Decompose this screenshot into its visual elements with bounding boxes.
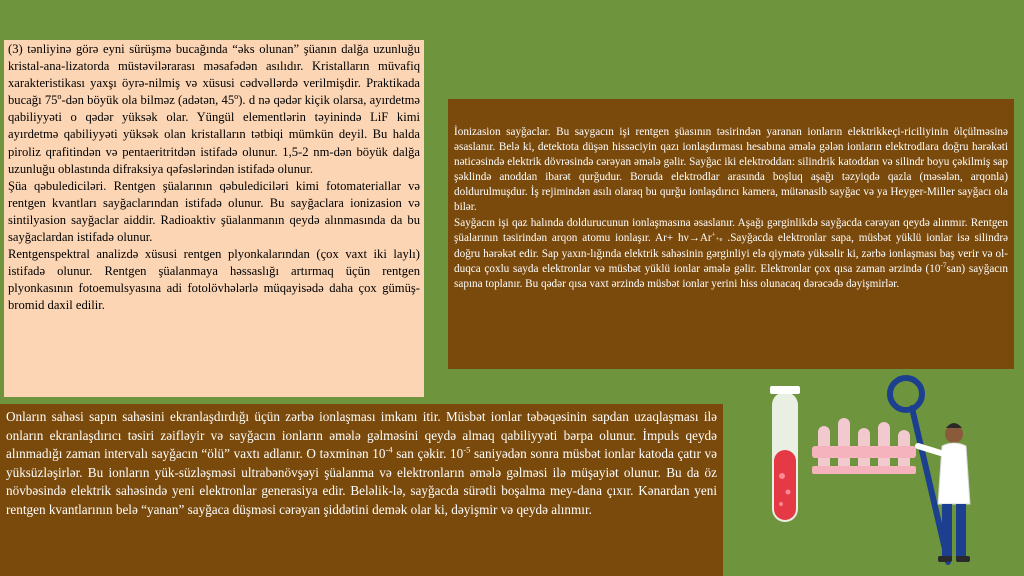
right-paragraph-2: Sayğacın işi qaz halında doldurucunun ionlaşmasına əsaslanır. Aşağı gərginlikdə sayğacda cərəyan qeydə alınmır. Rentgen şüalarının təsirindən arqon atomu ionlaşır. Ar+ hν→Ar++e .Sayğacda elektronlar sapa, müsbət yüklü ionlar isə silindrə doğru hərəkət edir. Sap yaxın-lığında elektrik sahəsinin gərginliyi elə qiymətə yüksəlir ki, zərbə ionlaşması baş verir və ol-duqca çoxlu sayda elektronlar və müsbət yüklü ionlar əmələ gəlir. Elektronlar çox qısa zaman ərzində $(10^{-7}san)$ sayğacın sapına toplanır. Bu qədər qısa vaxt ərzində müsbət ionlar yerini hiss olunacaq dərəcədə dəyişmirlər. <box>454 216 1009 290</box>
left-paragraph-3: Rentgenspektral analizdə xüsusi rentgen plyonkalarından (çox vaxt iki laylı) istifadə olunur. Rentgen şüalanmaya həssaslığı artırmaq üçün rentgen plyonkasının fotoemulsyasına adi fotolövhələrlə müqayisədə daha çox gümüş-bromid daxil edilir. <box>8 247 420 313</box>
right-text-box <box>448 99 1014 369</box>
scientist-with-test-tubes-illustration <box>752 372 974 574</box>
left-paragraph-2: Şüa qəbulediciləri. Rentgen şüalarının qəbulediciləri kimi fotomateriallar və rentgen kvantları sayğaclarından istifadə olunur. Bu sayğaclara ionizasion və sintilyasion sayğaclar aiddir. Radioaktiv şüalanmanın qeydə alınmasında da bu sayğaclardan istifadə olunur. <box>8 178 420 245</box>
bottom-text-box <box>0 404 723 576</box>
left-paragraph-1: (3) tənliyinə görə eyni sürüşmə bucağında “əks olunan” şüanın dalğa uzunluğu kristal-ana-lizatorda müstəvilərarası məsafədən asılıdır. Kristalların müvafiq xarakteristikası yaxşı öyrə-nilmiş və xüsusi cədvəllərdə verilmişdir. Praktikada bucağı 75$^o$-dən böyük ola bilməz (adətən, 45$^o$). d nə qədər kiçik olarsa, ayırdetmə qabiliyyəti o qədər yüksək olar. Yüngül elementlərin təyinində LiF kimi ayırdetmə qabiliyyəti yüksək olan kristalların tətbiqi mümkün deyil. Bu halda piroliz qrafitindən və pentaeritritdən istifadə olunur. 1,5-2 nm-dən böyük dalğa uzunluğu oblastında difraksiya qəfəslərindən istifadə olunur. <box>8 42 421 176</box>
test-tube-icon <box>770 386 800 522</box>
scientist-icon <box>918 423 970 562</box>
bottom-paragraph-1: Onların sahəsi sapın sahəsini ekranlaşdırdığı üçün zərbə ionlaşması imkanı itir. Müsbət ionlar təbəqəsinin sapdan uzaqlaşması ilə onların ekranlaşdırıcı təsiri zəifləyir və sayğacın ionların əmələ gəlməsini qeydə almaq qabiliyyəti bərpa olunur. İmpuls qeydə alınmadığı zaman intervalı sayğacın “ölü” vaxtı adlanır. O təxminən $10^{-4}$ san çəkir. $10^{-5}$ saniyədən sonra müsbət ionlar katoda çatır və yüksüzləşirlər. Bu ionların yük-süzləşməsi ultrabənövşəyi şüalanma və elektronların əmələ gəlməsi ilə müşayiət olunur. Bu da öz növbəsində elektrik sahəsində yeni elektronlar generasiya edir. Beləlik-lə, sayğacda sürətli boşalma mey-dana çıxır. Kənardan yeni rentgen kvantlarının belə “yanan” sayğaca düşməsi cərəyan şiddətini demək olar ki, dəyişmir və qeydə alınmır. <box>6 409 717 517</box>
right-paragraph-1: İonizasion sayğaclar. Bu saygacın işi rentgen şüasının təsirindən yaranan ionların elektrikkeçi-riciliyinin ölçülməsinə əsaslanır. Belə ki, detektota düşən hissəciyin qazı ionlaşdırması hesabına əmələ gələn ionların elektrodlara doğru hərəkəti nəticəsində elektrik dövrəsində cərəyan əmələ gəlir. Sayğac iki elektroddan: silindrik katoddan və silindr boyu çəkilmiş sap şəklində anoddan ibarət qurğudur. Boruda elektrodlar arasında boşluq aşağı təzyiqdə qazla (məsələn, arqonla) doldurulmuşdur. İş rejimindən asılı olaraq bu qurğu ionlaşdırıcı kamera, mütənasib sayğac və ya Heyger-Miller sayğacı ola bilər. <box>454 126 1008 214</box>
test-tube-rack-icon <box>812 418 916 474</box>
left-text-box <box>4 40 424 397</box>
